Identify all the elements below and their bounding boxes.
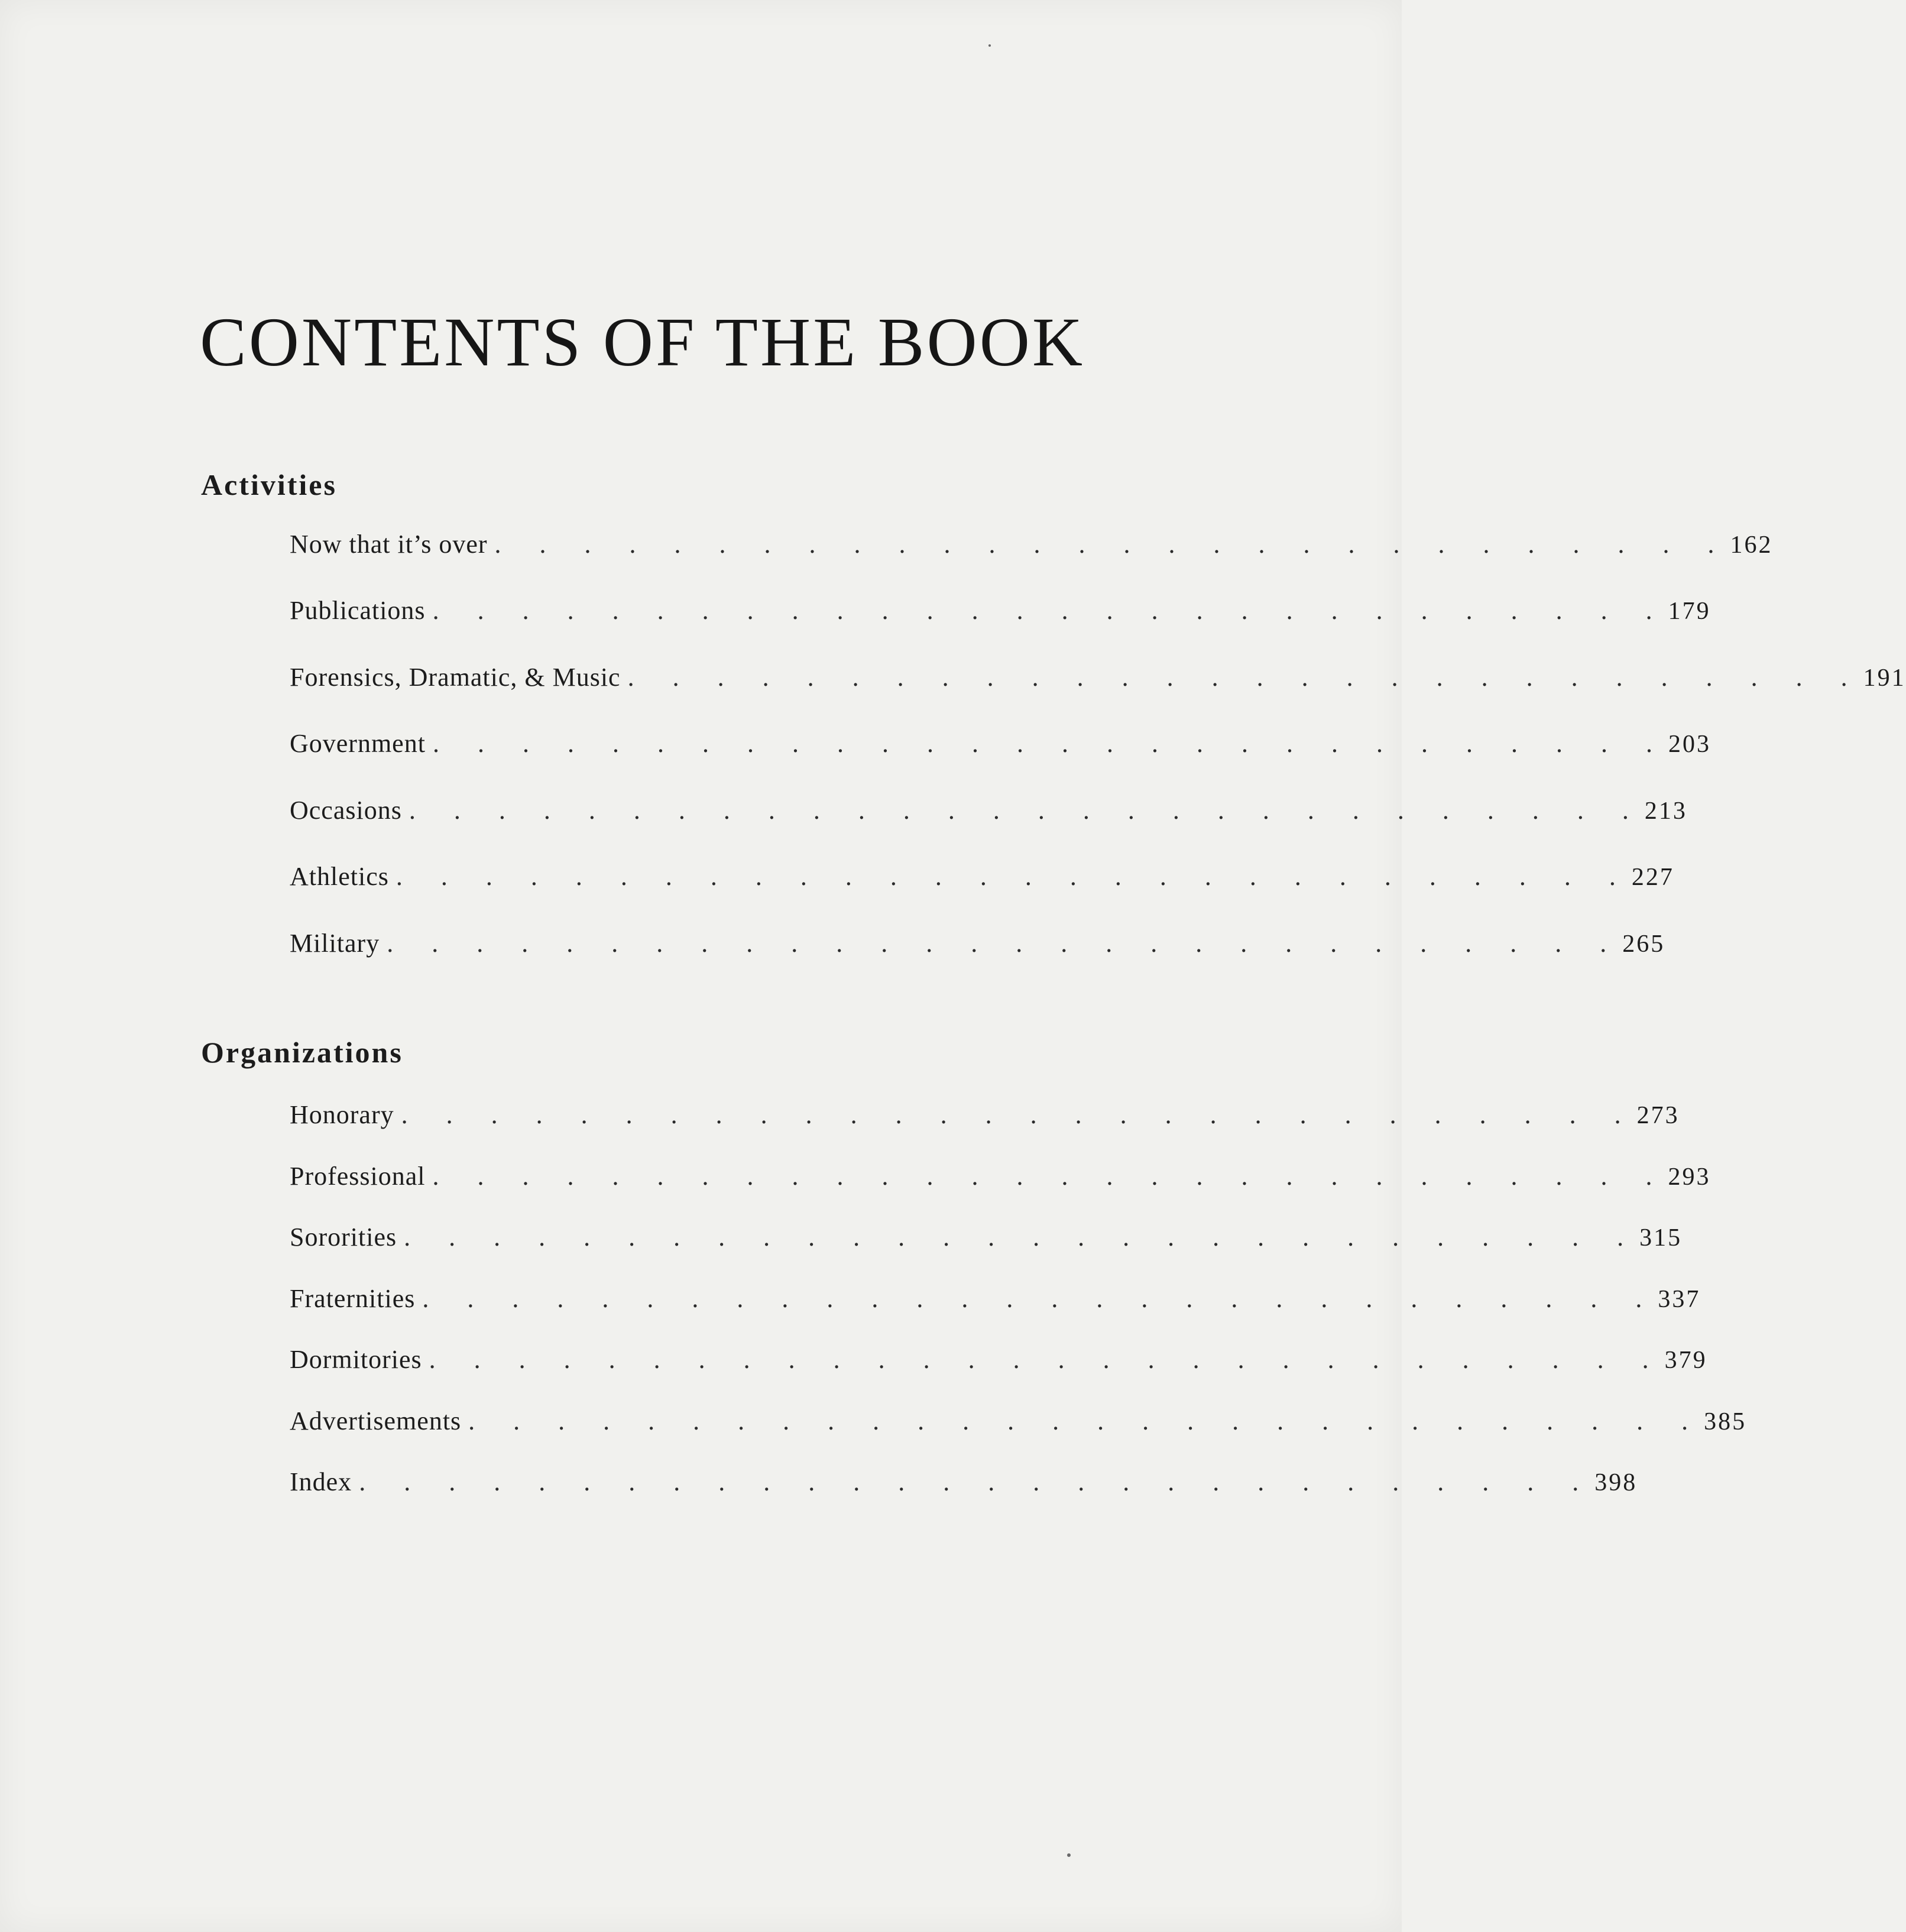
toc-entry-title: Publications <box>290 596 426 625</box>
toc-entry-title: Athletics <box>290 862 389 891</box>
dot-leader: . . . . . . . . . . . . . . . . . . . . . . . . . . . . <box>468 1406 1704 1435</box>
dot-leader: . . . . . . . . . . . . . . . . . . . . . . . . . . . . <box>401 1100 1637 1129</box>
paper-speck <box>1067 1853 1071 1857</box>
toc-entry-title: Honorary <box>290 1100 394 1129</box>
toc-entry-page: 213 <box>1644 798 1687 825</box>
dot-leader: . . . . . . . . . . . . . . . . . . . . . . . . . . . . <box>627 663 1863 692</box>
page-title: CONTENTS OF THE BOOK <box>200 303 1085 381</box>
toc-entry-title: Forensics, Dramatic, & Music <box>290 663 621 692</box>
toc-entry-page: 203 <box>1668 731 1711 758</box>
toc-entry[interactable] <box>290 595 1711 631</box>
toc-entry[interactable] <box>290 529 1773 565</box>
toc-entry[interactable] <box>290 1100 1680 1135</box>
toc-entry[interactable] <box>290 1406 1747 1441</box>
dot-leader: . . . . . . . . . . . . . . . . . . . . . . . . . . . . <box>429 1345 1665 1374</box>
toc-entry-title: Military <box>290 929 380 958</box>
dot-leader: . . . . . . . . . . . . . . . . . . . . . . . . . . . . <box>494 530 1730 559</box>
toc-entry-title: Government <box>290 729 426 758</box>
toc-entry-title: Advertisements <box>290 1406 462 1435</box>
toc-entry[interactable] <box>290 928 1665 964</box>
toc-entry-page: 227 <box>1631 864 1674 891</box>
toc-entry-title: Dormitories <box>290 1345 422 1374</box>
toc-entry[interactable] <box>290 1283 1701 1319</box>
dot-leader: . . . . . . . . . . . . . . . . . . . . . . . . . . . . <box>432 596 1668 625</box>
dot-leader: . . . . . . . . . . . . . . . . . . . . . . . . . . . . <box>409 796 1645 825</box>
toc-entry[interactable] <box>290 1161 1711 1197</box>
toc-entry-title: Now that it’s over <box>290 530 488 559</box>
toc-entry-page: 385 <box>1704 1408 1747 1435</box>
toc-entry-page: 379 <box>1664 1347 1707 1374</box>
toc-entry-page: 398 <box>1594 1469 1638 1496</box>
dot-leader: . . . . . . . . . . . . . . . . . . . . . . . . . . . . <box>387 929 1623 958</box>
toc-entry-page: 162 <box>1730 531 1773 559</box>
toc-entry-title: Fraternities <box>290 1284 416 1313</box>
toc-entry[interactable] <box>290 1467 1638 1502</box>
dot-leader: . . . . . . . . . . . . . . . . . . . . . . . . . . . . <box>404 1223 1640 1252</box>
toc-entry-page: 293 <box>1668 1163 1711 1191</box>
dot-leader: . . . . . . . . . . . . . . . . . . . . . . . . . . . . <box>396 862 1632 891</box>
paper-speck <box>988 44 991 47</box>
toc-entry-page: 179 <box>1668 598 1711 625</box>
dot-leader: . . . . . . . . . . . . . . . . . . . . . . . . . . . . <box>432 1162 1668 1191</box>
toc-entry-page: 191 <box>1863 664 1906 692</box>
toc-entry-page: 337 <box>1658 1286 1701 1313</box>
toc-entry-title: Occasions <box>290 796 402 825</box>
toc-entry[interactable] <box>290 861 1674 897</box>
section-heading-organizations: Organizations <box>201 1036 403 1069</box>
toc-entry[interactable] <box>290 1344 1707 1380</box>
toc-entry-page: 315 <box>1639 1224 1683 1252</box>
toc-entry[interactable] <box>290 728 1711 764</box>
section-heading-activities: Activities <box>201 468 337 501</box>
toc-entry[interactable] <box>290 662 1906 698</box>
dot-leader: . . . . . . . . . . . . . . . . . . . . . . . . . . . . <box>432 729 1668 758</box>
toc-entry-title: Professional <box>290 1162 426 1191</box>
toc-entry-page: 273 <box>1636 1102 1680 1129</box>
toc-entry[interactable] <box>290 795 1687 831</box>
dot-leader: . . . . . . . . . . . . . . . . . . . . . . . . . . . . <box>422 1284 1658 1313</box>
toc-entry-page: 265 <box>1622 931 1665 958</box>
toc-entry-title: Index <box>290 1467 352 1496</box>
toc-entry[interactable] <box>290 1222 1683 1257</box>
toc-entry-title: Sororities <box>290 1223 397 1252</box>
dot-leader: . . . . . . . . . . . . . . . . . . . . . . . . . . . . <box>359 1467 1595 1496</box>
